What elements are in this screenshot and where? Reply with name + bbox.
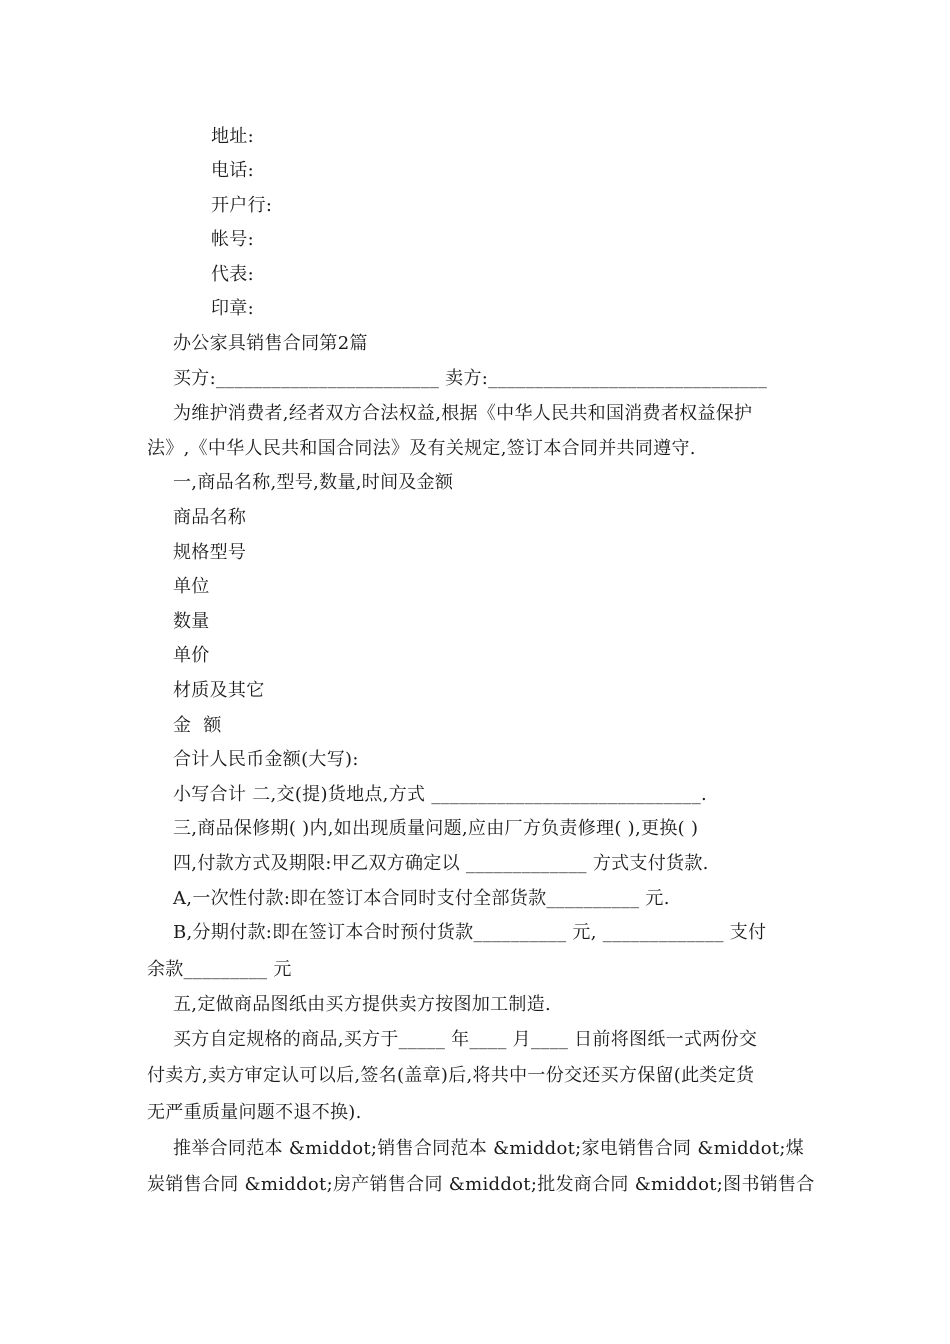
recommended-links-line-2: 炭销售合同 &middot;房产销售合同 &middot;批发商合同 &middot;图书销售合	[147, 1174, 815, 1195]
total-rmb-uppercase: 合计人民币金额(大写):	[173, 749, 359, 770]
item-model: 规格型号	[173, 542, 247, 563]
item-unit-price: 单价	[173, 645, 210, 666]
item-amount: 金 额	[173, 715, 222, 736]
contract-title: 办公家具销售合同第2篇	[173, 333, 368, 354]
account-label: 帐号:	[211, 229, 254, 250]
parties-line: 买方:________________________ 卖方:______________________________	[173, 368, 768, 389]
payment-option-b-cont: 余款_________ 元	[147, 959, 292, 980]
payment-option-b: B,分期付款:即在签订本合时预付货款__________ 元, _____________ 支付	[173, 922, 767, 943]
phone-label: 电话:	[211, 160, 254, 181]
preamble-line-2: 法》,《中华人民共和国合同法》及有关规定,签订本合同并共同遵守.	[147, 438, 696, 459]
recommended-links-line-1: 推举合同范本 &middot;销售合同范本 &middot;家电销售合同 &middot;煤	[173, 1138, 805, 1159]
subtotal-and-delivery: 小写合计 二,交(提)货地点,方式 _____________________________.	[173, 784, 708, 805]
item-material: 材质及其它	[173, 680, 265, 701]
payment-option-a: A,一次性付款:即在签订本合同时支付全部货款__________ 元.	[173, 888, 670, 909]
custom-spec-line-2: 付卖方,卖方审定认可以后,签名(盖章)后,将共中一份交还买方保留(此类定货	[147, 1065, 755, 1086]
section-3-warranty: 三,商品保修期( )内,如出现质量问题,应由厂方负责修理( ),更换( )	[173, 818, 699, 839]
representative-label: 代表:	[211, 264, 254, 285]
bank-label: 开户行:	[211, 195, 273, 216]
section-5-drawings: 五,定做商品图纸由买方提供卖方按图加工制造.	[173, 994, 552, 1015]
custom-spec-line-3: 无严重质量问题不退不换).	[147, 1102, 362, 1123]
custom-spec-line-1: 买方自定规格的商品,买方于_____ 年____ 月____ 日前将图纸一式两份交	[173, 1029, 758, 1050]
item-unit: 单位	[173, 576, 210, 597]
item-quantity: 数量	[173, 611, 210, 632]
address-label: 地址:	[211, 126, 254, 147]
seal-label: 印章:	[211, 298, 254, 319]
section-4-payment: 四,付款方式及期限:甲乙双方确定以 _____________ 方式支付货款.	[173, 853, 709, 874]
section-1-heading: 一,商品名称,型号,数量,时间及金额	[173, 472, 454, 493]
item-product-name: 商品名称	[173, 507, 247, 528]
preamble-line-1: 为维护消费者,经者双方合法权益,根据《中华人民共和国消费者权益保护	[173, 403, 753, 424]
